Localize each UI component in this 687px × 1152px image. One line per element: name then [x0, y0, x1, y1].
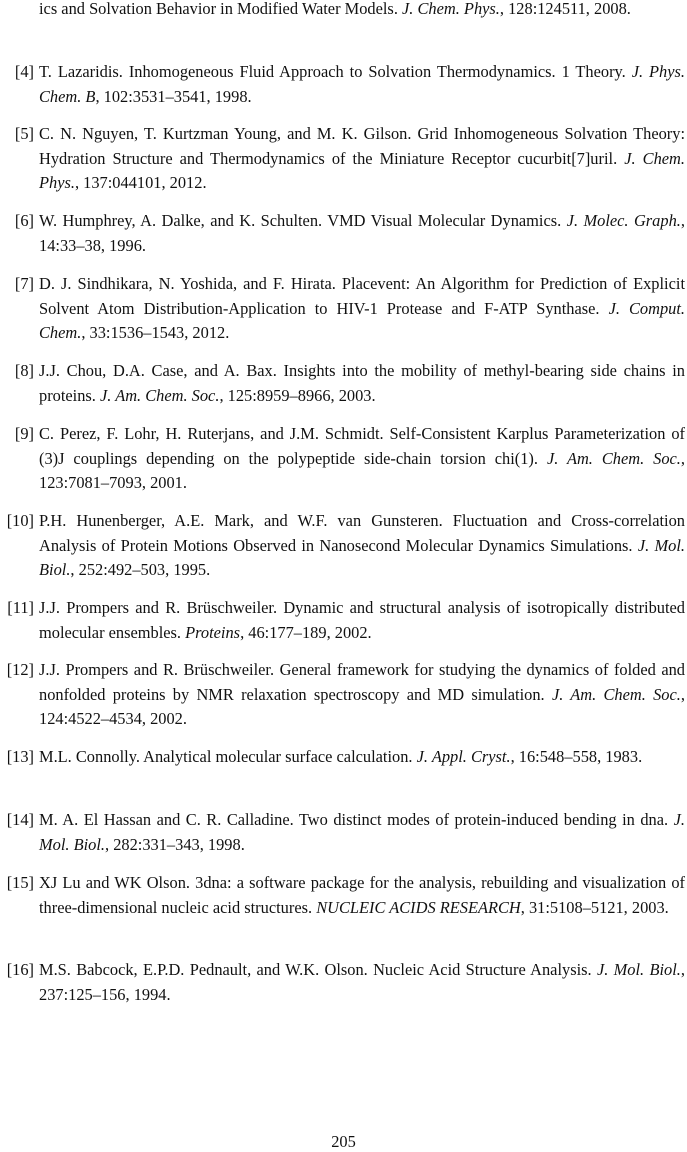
- reference-volume-pages-year: , 14:33–38, 1996.: [39, 211, 685, 255]
- reference-text: [39, 422, 685, 496]
- reference-volume-pages-year: , 124:4522–4534, 2002.: [39, 684, 685, 728]
- reference-authors-title: J.J. Chou, D.A. Case, and A. Bax. Insights into the mobility of methyl-bearing side chains in proteins.: [39, 361, 685, 405]
- reference-text: [39, 745, 685, 770]
- reference-journal: J. Molec. Graph.: [566, 211, 681, 230]
- page-number: 205: [331, 1132, 356, 1151]
- reference-volume-pages-year: , 102:3531–3541, 1998.: [95, 86, 252, 106]
- reference-number: [5]: [14, 124, 34, 143]
- reference-text: [39, 958, 685, 1007]
- reference-authors-title: W. Humphrey, A. Dalke, and K. Schulten. VMD Visual Molecular Dynamics.: [39, 211, 562, 230]
- reference-volume-pages-year: , 16:548–558, 1983.: [510, 747, 643, 766]
- reference-number: [14]: [6, 810, 34, 829]
- reference-journal: J. Phys. Chem. B: [39, 62, 685, 106]
- reference-journal: J. Mol. Biol.: [39, 810, 685, 854]
- reference-journal: J. Appl. Cryst.: [416, 747, 511, 766]
- reference-text: [39, 60, 685, 109]
- reference-volume-pages-year: , 31:5108–5121, 2003.: [520, 897, 669, 917]
- reference-journal: J. Am. Chem. Soc.: [100, 385, 220, 405]
- reference-number: [4]: [14, 62, 34, 81]
- reference-journal: J. Comput. Chem.: [39, 298, 685, 342]
- reference-number: [10]: [6, 511, 34, 530]
- reference-volume-pages-year: , 128:124511, 2008.: [499, 0, 631, 18]
- reference-volume-pages-year: , 123:7081–7093, 2001.: [39, 448, 686, 492]
- reference-authors-title: M.L. Connolly. Analytical molecular surface calculation.: [39, 747, 413, 766]
- reference-authors-title: XJ Lu and WK Olson. 3dna: a software package for the analysis, rebuilding and visualization of three-dimensional nucleic acid structures.: [39, 873, 685, 917]
- reference-text: [39, 808, 685, 857]
- reference-journal: J. Chem. Phys.: [402, 0, 500, 18]
- reference-number: [11]: [7, 598, 34, 617]
- reference-text: [39, 272, 685, 346]
- reference-authors-title: C. N. Nguyen, T. Kurtzman Young, and M. K. Gilson. Grid Inhomogeneous Solvation Theory: Hydration Structure and Thermodynamics of the Miniature Receptor cucurbit[7]uril.: [39, 124, 685, 168]
- reference-volume-pages-year: , 237:125–156, 1994.: [39, 960, 685, 1004]
- reference-authors-title: J.J. Prompers and R. Brüschweiler. Dynamic and structural analysis of isotropically distributed molecular ensembles.: [39, 598, 685, 642]
- reference-number: [16]: [6, 960, 34, 979]
- reference-text: [39, 209, 685, 258]
- reference-volume-pages-year: , 125:8959–8966, 2003.: [219, 385, 376, 405]
- reference-volume-pages-year: , 282:331–343, 1998.: [105, 834, 245, 854]
- reference-number: [6]: [14, 211, 34, 230]
- reference-number: [13]: [6, 747, 34, 766]
- reference-text: [39, 122, 685, 196]
- reference-authors-title: D. J. Sindhikara, N. Yoshida, and F. Hirata. Placevent: An Algorithm for Prediction of Explicit Solvent Atom Distribution-Application to HIV-1 Protease and F-ATP Synthase.: [39, 274, 685, 318]
- reference-journal: J. Am. Chem. Soc.: [551, 684, 681, 704]
- reference-authors-title: C. Perez, F. Lohr, H. Ruterjans, and J.M. Schmidt. Self-Consistent Karplus Parameterization of (3)J couplings depending on the polypeptide side-chain torsion chi(1).: [39, 424, 685, 468]
- reference-number: [8]: [14, 361, 34, 380]
- reference-text: [39, 658, 685, 732]
- reference-volume-pages-year: , 33:1536–1543, 2012.: [81, 323, 230, 342]
- reference-text: [39, 596, 685, 645]
- reference-text: [39, 509, 685, 583]
- reference-journal: J. Mol. Biol.: [39, 535, 685, 579]
- reference-journal: J. Chem. Phys.: [39, 148, 685, 192]
- reference-journal: NUCLEIC ACIDS RESEARCH: [316, 897, 521, 917]
- reference-text: [39, 359, 685, 408]
- reference-authors-title: M.S. Babcock, E.P.D. Pednault, and W.K. Olson. Nucleic Acid Structure Analysis.: [39, 960, 592, 979]
- reference-journal: Proteins: [185, 622, 241, 642]
- reference-authors-title: M. A. El Hassan and C. R. Calladine. Two distinct modes of protein-induced bending in dna.: [39, 810, 669, 829]
- reference-volume-pages-year: , 137:044101, 2012.: [74, 173, 207, 192]
- reference-volume-pages-year: , 46:177–189, 2002.: [240, 622, 372, 642]
- reference-authors-title: T. Lazaridis. Inhomogeneous Fluid Approach to Solvation Thermodynamics. 1 Theory.: [39, 62, 626, 81]
- reference-authors-title: P.H. Hunenberger, A.E. Mark, and W.F. van Gunsteren. Fluctuation and Cross-correlation Analysis of Protein Motions Observed in Nanosecond Molecular Dynamics Simulations.: [39, 511, 685, 555]
- reference-number: [7]: [14, 274, 34, 293]
- reference-text: [39, 0, 685, 22]
- reference-number: [9]: [14, 424, 34, 443]
- reference-authors-title: J.J. Prompers and R. Brüschweiler. General framework for studying the dynamics of folded and nonfolded proteins by NMR relaxation spectroscopy and MD simulation.: [39, 660, 685, 704]
- reference-journal: J. Am. Chem. Soc.: [546, 448, 681, 468]
- reference-journal: J. Mol. Biol.: [596, 960, 681, 979]
- reference-volume-pages-year: , 252:492–503, 1995.: [70, 560, 211, 579]
- reference-number: [15]: [6, 873, 34, 892]
- reference-authors-title: ics and Solvation Behavior in Modified Water Models.: [39, 0, 398, 18]
- reference-number: [12]: [6, 660, 34, 679]
- reference-text: [39, 871, 685, 920]
